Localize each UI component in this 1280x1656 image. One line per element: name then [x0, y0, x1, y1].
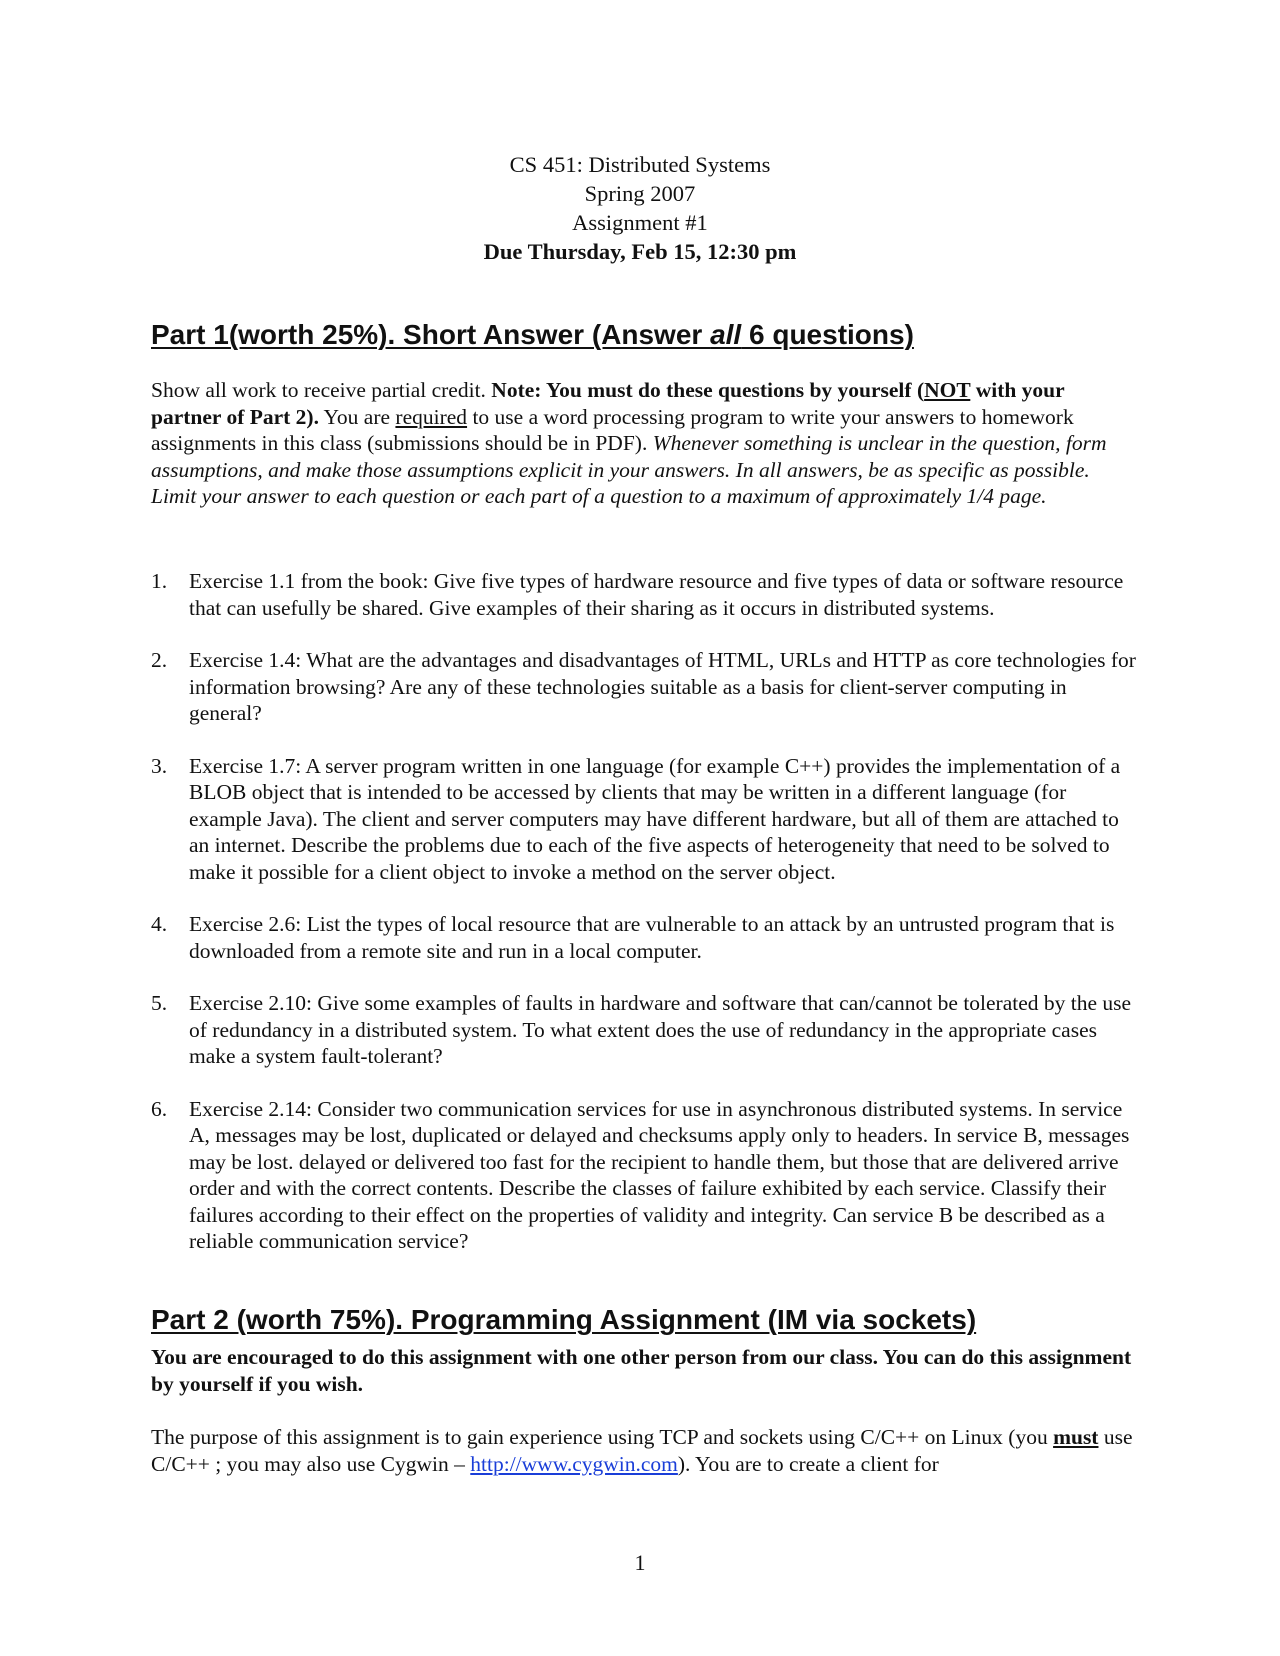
- question-item: [151, 990, 1136, 1070]
- instructions-required: required: [395, 404, 468, 429]
- document-header: [0, 150, 1280, 266]
- question-item: [151, 647, 1136, 727]
- part1-heading-text-a: Part 1(worth 25%). Short Answer (Answer: [151, 319, 711, 350]
- assignment-title: Assignment #1: [572, 210, 708, 235]
- question-number: 3.: [151, 753, 168, 778]
- question-number: 6.: [151, 1096, 168, 1121]
- page-number: 1: [634, 1550, 646, 1575]
- purpose-p1: The purpose of this assignment is to gain experience using TCP and sockets using C/C++ on Linux (you: [151, 1425, 1054, 1449]
- course-title: CS 451: Distributed Systems: [509, 152, 771, 177]
- question-item: [151, 1096, 1136, 1255]
- part1-heading-text-c: 6 questions): [741, 319, 914, 350]
- question-number: 1.: [151, 569, 168, 593]
- question-number: 5.: [151, 991, 168, 1015]
- question-text: Exercise 2.6: List the types of local resource that are vulnerable to an attack by an untrusted program that is downloaded from a remote site and run in a local computer.: [189, 912, 1115, 963]
- due-date: Due Thursday, Feb 15, 12:30 pm: [483, 239, 797, 264]
- part1-heading: [151, 318, 914, 352]
- instructions-italic: Whenever something is unclear in the question, form assumptions, and make those assumptions explicit in your answers. In all answers, be as specific as possible. Limit your answer to each question or each part of a question to a maximum of approximately 1/4 page.: [151, 431, 1107, 508]
- instructions-note: Note: You must do these questions by yourself (: [491, 378, 925, 402]
- part2-intro: You are encouraged to do this assignment with one other person from our class. You can do this assignment by yourself if you wish.: [151, 1345, 1132, 1396]
- part1-heading-emphasis: all: [710, 319, 742, 350]
- question-text: Exercise 1.4: What are the advantages and disadvantages of HTML, URLs and HTTP as core technologies for information browsing? Are any of these technologies suitable as a basis for client-server computing in general?: [189, 648, 1136, 725]
- purpose-p3: use C/C++ ; you may also use Cygwin –: [151, 1425, 1133, 1476]
- part2-purpose: [151, 1424, 1136, 1477]
- term: Spring 2007: [584, 181, 696, 206]
- part1-instructions: [151, 377, 1136, 510]
- instructions-s5: You are: [318, 404, 396, 429]
- question-text: Exercise 1.1 from the book: Give five types of hardware resource and five types of data or software resource that can usefully be shared. Give examples of their sharing as it occurs in distributed systems.: [189, 569, 1124, 620]
- instructions-partner: with your partner of Part 2).: [151, 378, 1065, 429]
- question-number: 4.: [151, 912, 168, 936]
- question-text: Exercise 1.7: A server program written in one language (for example C++) provides the implementation of a BLOB object that is intended to be accessed by clients that may be written in a different language (for example Java). The client and server computers may have different hardware, but all of them are attached to an internet. Describe the problems due to each of the five aspects of heterogeneity that need to be solved to make it possible for a client object to invoke a method on the server object.: [189, 753, 1121, 884]
- instructions-s7: to use a word processing program to write your answers to homework assignments in this class (submissions should be in PDF).: [151, 404, 1074, 455]
- cygwin-link[interactable]: http://www.cygwin.com: [470, 1451, 678, 1476]
- instructions-s1: Show all work to receive partial credit.: [151, 378, 492, 402]
- question-text: Exercise 2.10: Give some examples of faults in hardware and software that can/cannot be tolerated by the use of redundancy in a distributed system. To what extent does the use of redundancy in the appropriate cases make a system fault-tolerant?: [189, 991, 1132, 1068]
- question-item: [151, 911, 1136, 964]
- question-list: [151, 568, 1136, 1281]
- purpose-p4: ). You are to create a client for: [677, 1451, 939, 1476]
- question-number: 2.: [151, 648, 168, 672]
- question-item: [151, 568, 1136, 621]
- purpose-must: must: [1053, 1425, 1099, 1449]
- question-item: [151, 753, 1136, 886]
- part2-heading: Part 2 (worth 75%). Programming Assignment (IM via sockets): [151, 1304, 977, 1335]
- instructions-not: NOT: [924, 378, 971, 402]
- question-text: Exercise 2.14: Consider two communication services for use in asynchronous distributed systems. In service A, messages may be lost, duplicated or delayed and checksums apply only to headers. In service B, messages may be lost. delayed or delivered too fast for the recipient to handle them, but those that are delivered arrive order and with the correct contents. Describe the classes of failure exhibited by each service. Classify their failures according to their effect on the properties of validity and integrity. Can service B be described as a reliable communication service?: [189, 1096, 1130, 1253]
